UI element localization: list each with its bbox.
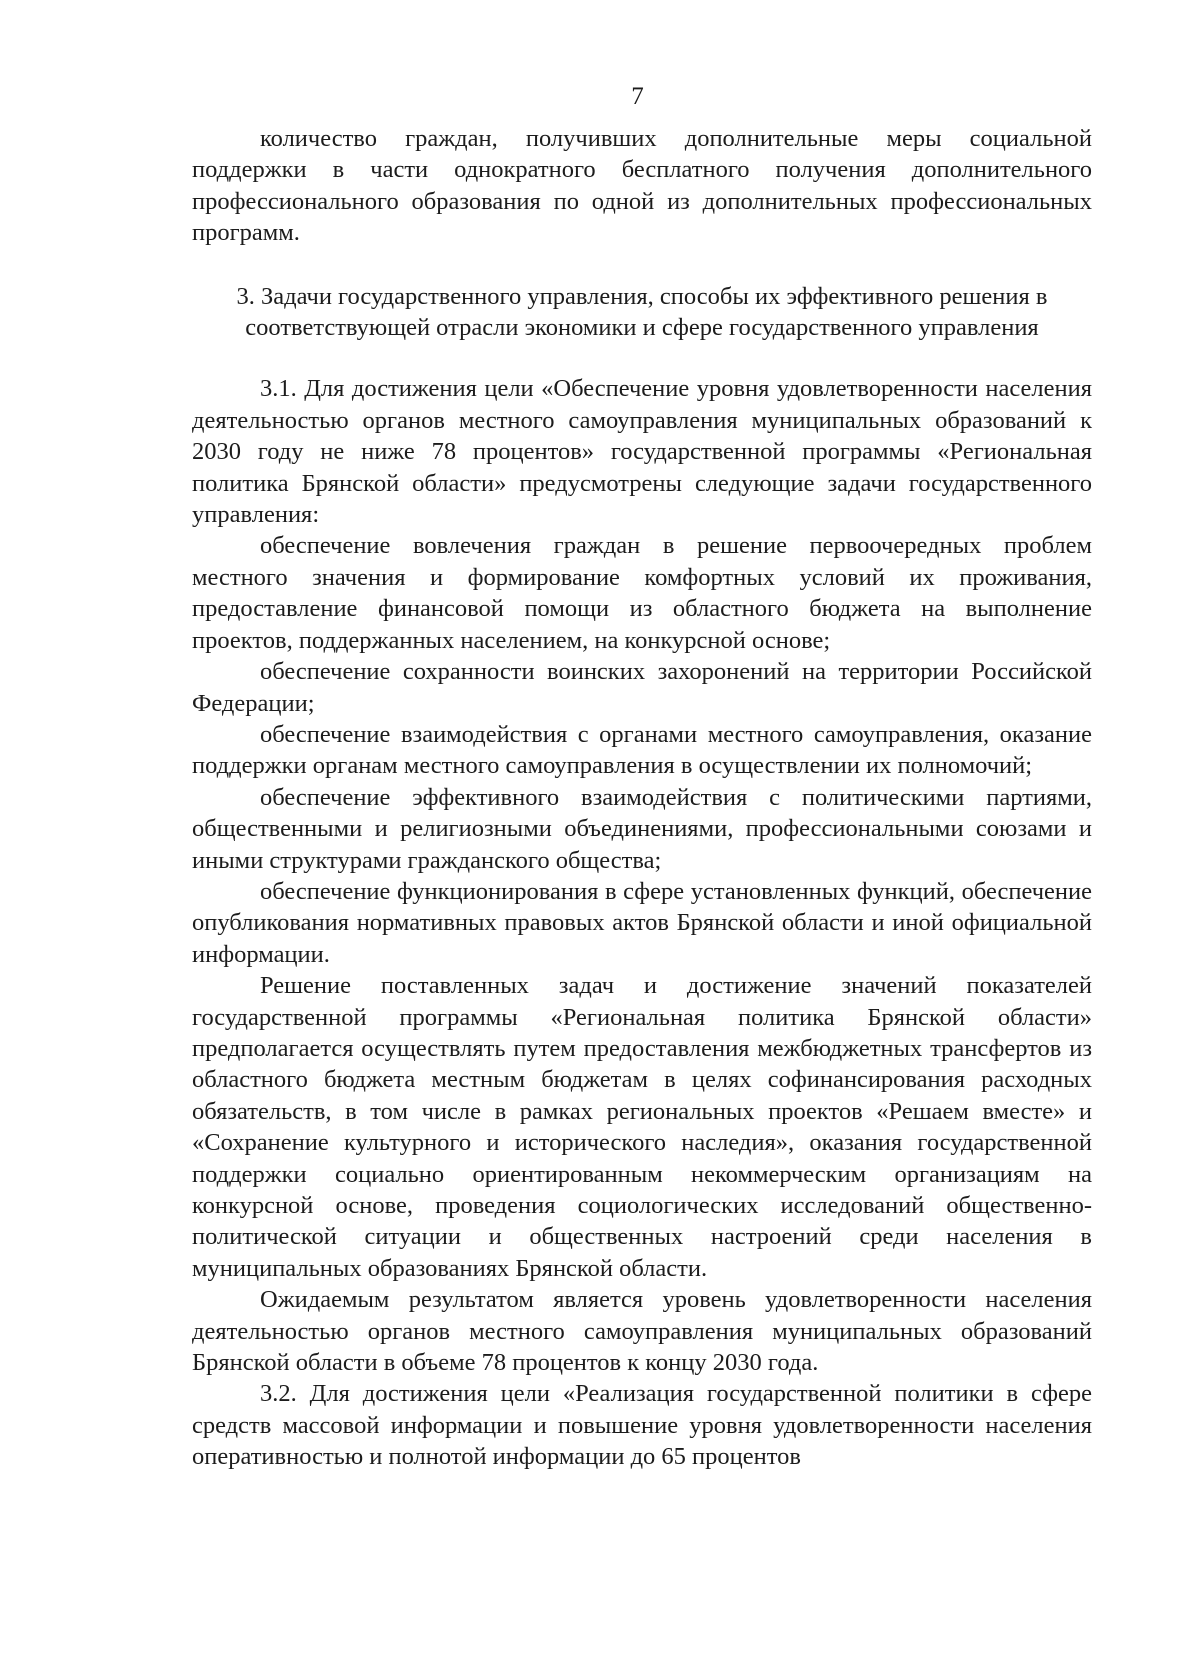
task-item: обеспечение вовлечения граждан в решение первоочередных проблем местного значения и формирование комфортных условий их проживания, предоставление финансовой помощи из областного бюджета на выполнение проектов, поддержанных населением, на конкурсной основе; — [192, 532, 1092, 654]
continuation-paragraph: количество граждан, получивших дополнительные меры социальной поддержки в части однократного бесплатного получения дополнительного профессионального образования по одной из дополнительных профессиональных программ. — [192, 125, 1092, 247]
paragraph-3-1-intro: 3.1. Для достижения цели «Обеспечение уровня удовлетворенности населения деятельностью органов местного самоуправления муниципальных образований к 2030 году не ниже 78 процентов» государственной программы «Региональная политика Брянской области» предусмотрены следующие задачи государственного управления: — [192, 375, 1092, 529]
document-body — [192, 123, 1092, 1473]
task-item: обеспечение сохранности воинских захоронений на территории Российской Федерации; — [192, 658, 1092, 717]
page-number: 7 — [631, 83, 644, 110]
expected-result-paragraph: Ожидаемым результатом является уровень удовлетворенности населения деятельностью органов местного самоуправления муниципальных образований Брянской области в объеме 78 процентов к концу 2030 года. — [192, 1286, 1092, 1377]
task-item: обеспечение функционирования в сфере установленных функций, обеспечение опубликования нормативных правовых актов Брянской области и иной официальной информации. — [192, 877, 1092, 968]
solution-paragraph: Решение поставленных задач и достижение значений показателей государственной программы «Региональная политика Брянской области» предполагается осуществлять путем предоставления межбюджетных трансфертов из областного бюджета местным бюджетам в целях софинансирования расходных обязательств, в том числе в рамках региональных проектов «Решаем вместе» и «Сохранение культурного и исторического наследия», оказания государственной поддержки социально ориентированным некоммерческим организациям на конкурсной основе, проведения социологических исследований общественно-политической ситуации и общественных настроений среди населения в муниципальных образованиях Брянской области. — [192, 972, 1092, 1282]
task-item: обеспечение эффективного взаимодействия с политическими партиями, общественными и религиозными объединениями, профессиональными союзами и иными структурами гражданского общества; — [192, 783, 1092, 874]
paragraph-3-2-intro: 3.2. Для достижения цели «Реализация государственной политики в сфере средств массовой информации и повышение уровня удовлетворенности населения оперативностью и полнотой информации до 65 процентов — [192, 1380, 1092, 1471]
task-item: обеспечение взаимодействия с органами местного самоуправления, оказание поддержки органам местного самоуправления в осуществлении их полномочий; — [192, 720, 1092, 780]
section-heading: 3. Задачи государственного управления, способы их эффективного решения в соответствующей отрасли экономики и сфере государственного управления — [236, 282, 1048, 342]
